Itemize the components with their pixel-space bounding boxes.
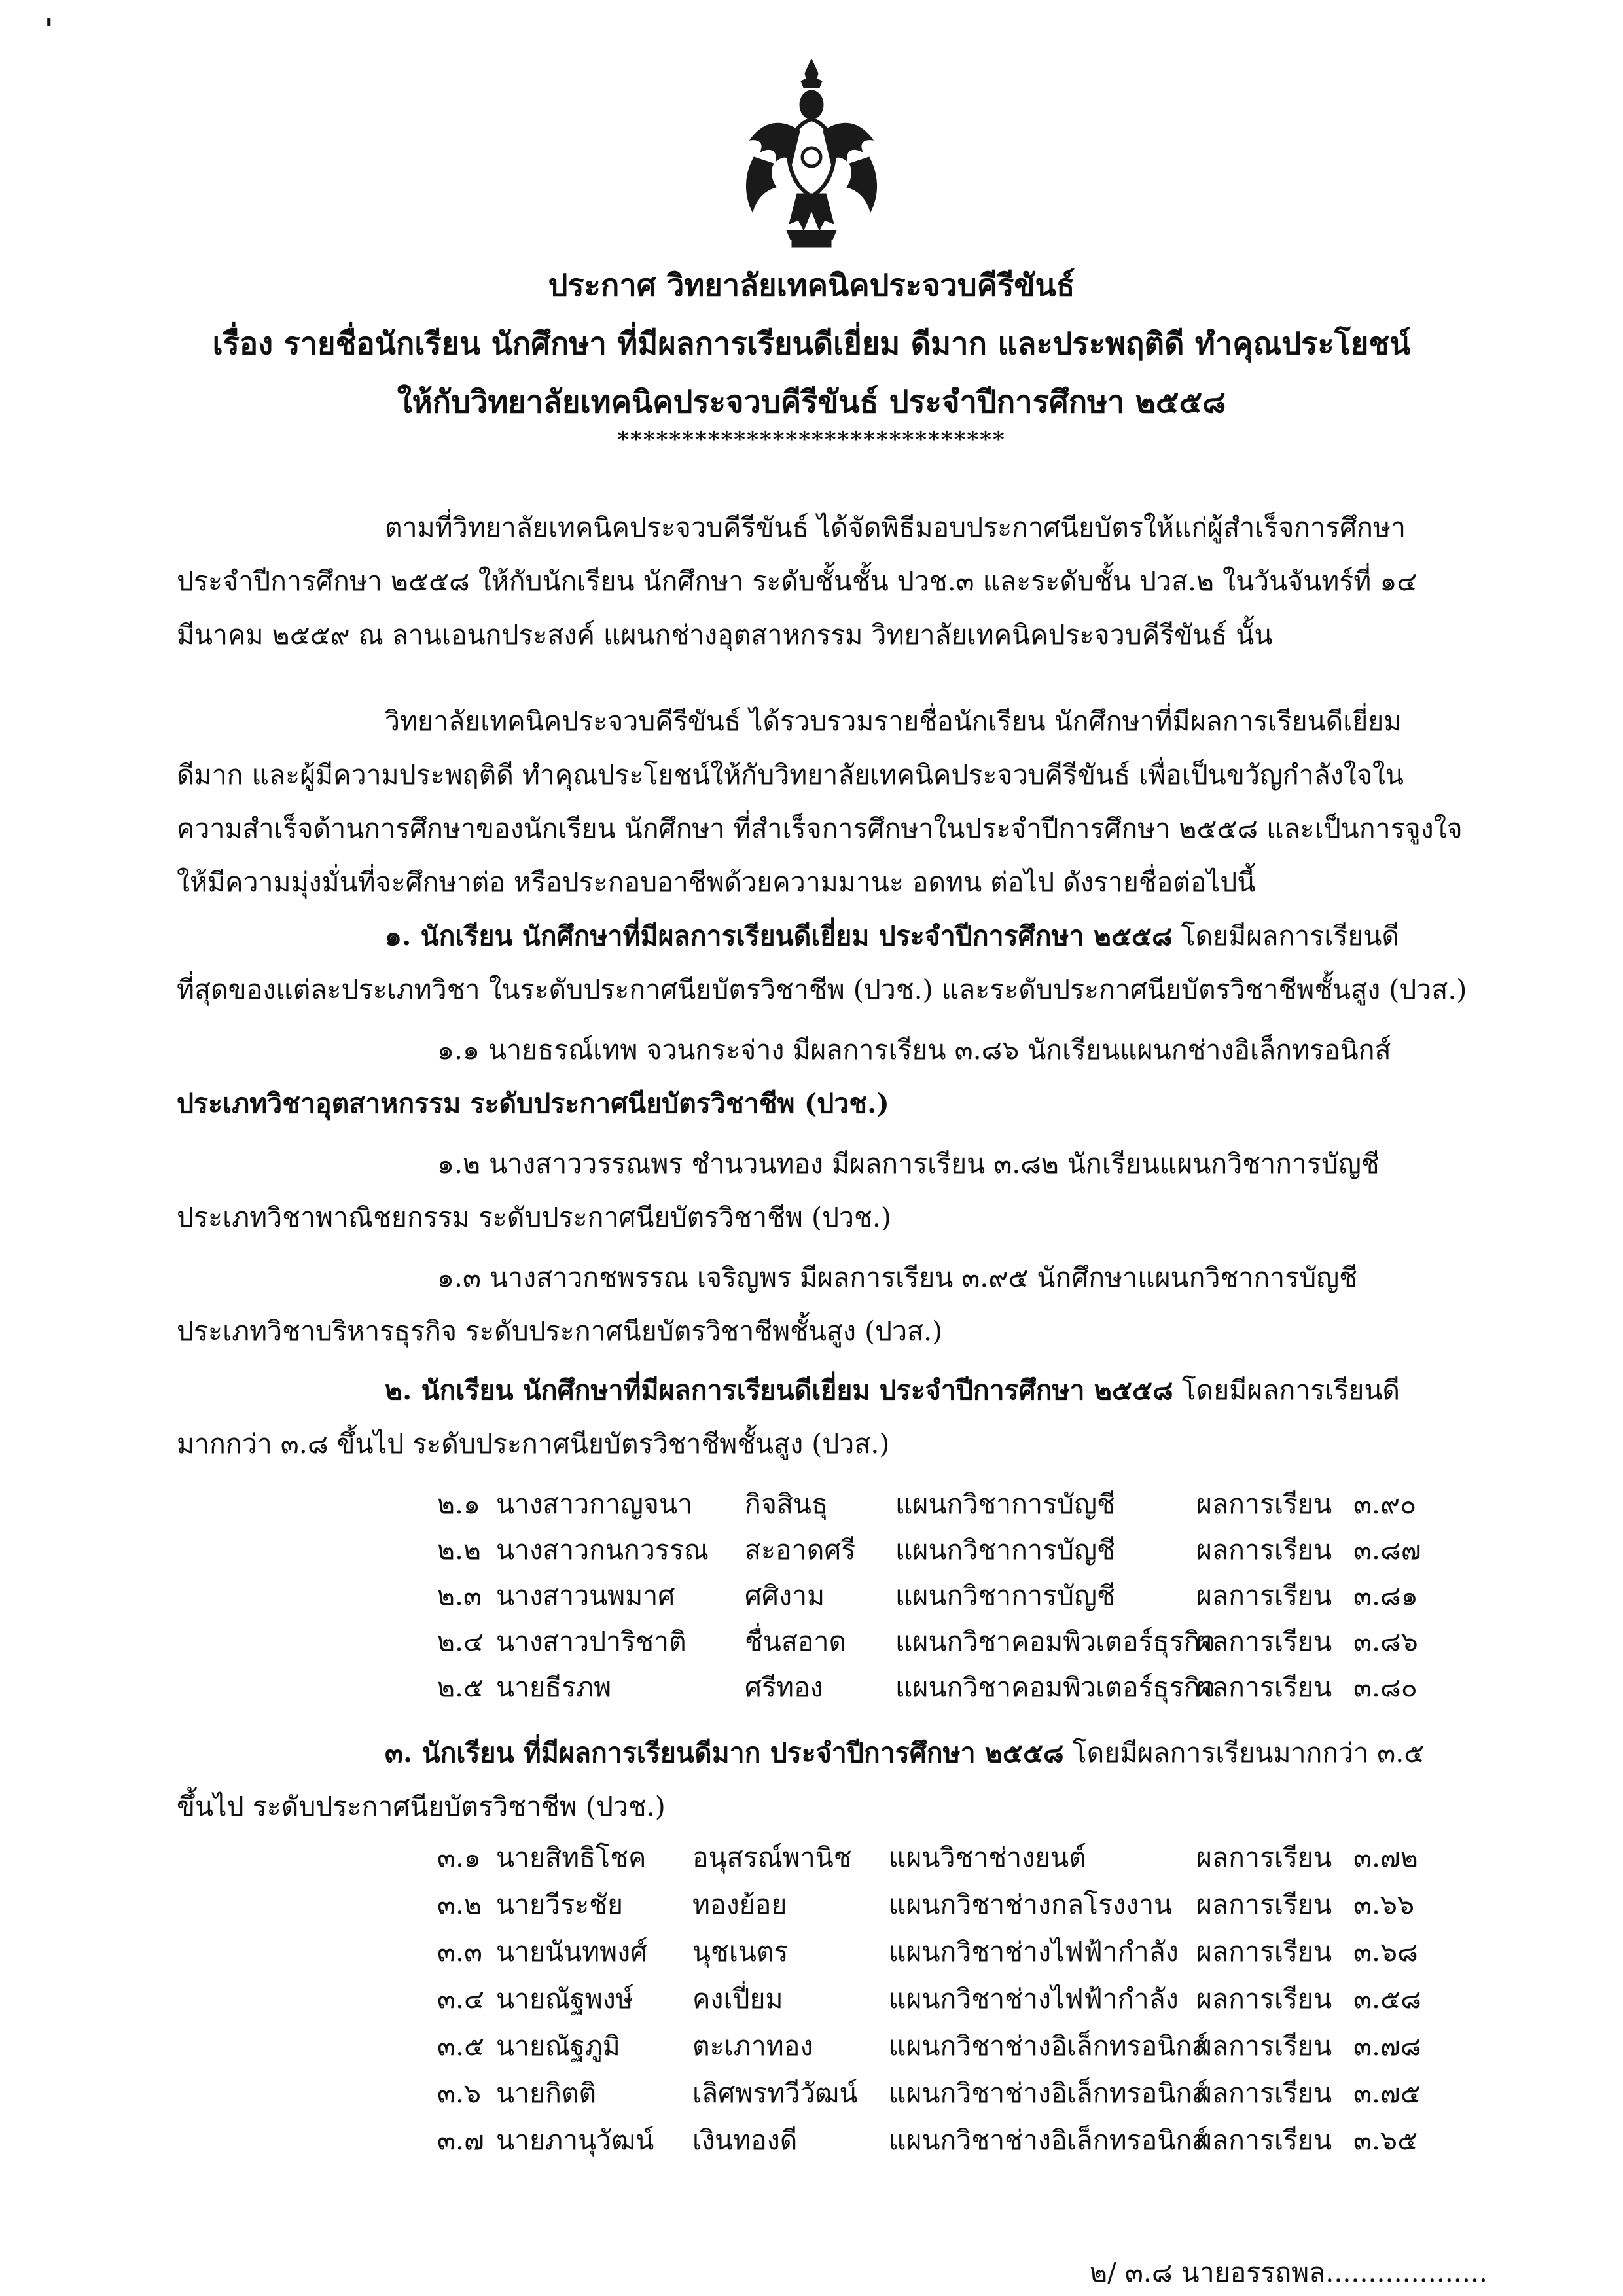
row-name: นางสาวนพมาศ xyxy=(496,1580,675,1611)
row-gpa: ๓.๗๘ xyxy=(1353,2030,1421,2062)
intro-p1-line1: ตามที่วิทยาลัยเทคนิคประจวบคีรีขันธ์ ได้จัดพิธีมอบประกาศนียบัตรให้แก่ผู้สำเร็จการศึกษา xyxy=(385,512,1406,543)
section3-heading-bold: ๓. นักเรียน ที่มีผลการเรียนดีมาก ประจำปีการศึกษา ๒๕๕๘ xyxy=(385,1737,1064,1768)
section1-line2: ที่สุดของแต่ละประเภทวิชา ในระดับประกาศนียบัตรวิชาชีพ (ปวช.) และระดับประกาศนียบัตรวิชาชีพชั้นสูง (ปวส.) xyxy=(177,974,1467,1005)
intro-p2-line2: ดีมาก และผู้มีความประพฤติดี ทำคุณประโยชน์ให้กับวิทยาลัยเทคนิคประจวบคีรีขันธ์ เพื่อเป็นขวัญกำลังใจใน xyxy=(177,759,1404,791)
row-number: ๓.๑ xyxy=(437,1842,482,1873)
row-department: แผนกวิชาช่างกลโรงงาน xyxy=(889,1889,1173,1920)
intro-p1-line2: ประจำปีการศึกษา ๒๕๕๘ ให้กับนักเรียน นักศึกษา ระดับชั้นชั้น ปวช.๓ และระดับชั้น ปวส.๒ ในวันจันทร์ที่ ๑๔ xyxy=(177,565,1418,597)
section2-heading xyxy=(385,1369,1400,1412)
row-name: นายนันทพงศ์ xyxy=(496,1936,648,1967)
section1-item2-line2: ประเภทวิชาพาณิชยกรรม ระดับประกาศนียบัตรวิชาชีพ (ปวช.) xyxy=(177,1202,891,1233)
row-gpa: ๓.๗๒ xyxy=(1353,1842,1418,1873)
row-gpa-label: ผลการเรียน xyxy=(1196,1488,1332,1520)
row-number: ๒.๒ xyxy=(437,1534,482,1566)
row-gpa: ๓.๖๖ xyxy=(1353,1889,1415,1920)
section1-heading-bold: ๑. นักเรียน นักศึกษาที่มีผลการเรียนดีเยี่ยม ประจำปีการศึกษา ๒๕๕๘ xyxy=(385,920,1173,952)
section2-heading-bold: ๒. นักเรียน นักศึกษาที่มีผลการเรียนดีเยี่ยม ประจำปีการศึกษา ๒๕๕๘ xyxy=(385,1374,1173,1406)
row-name: นายวีระชัย xyxy=(496,1889,623,1920)
section3-heading xyxy=(385,1732,1424,1774)
row-number: ๒.๕ xyxy=(437,1672,484,1703)
row-gpa-label: ผลการเรียน xyxy=(1196,1626,1332,1657)
row-number: ๓.๓ xyxy=(437,1936,483,1967)
row-name: นายณัฐพงษ์ xyxy=(496,1983,633,2015)
row-name: นางสาวปาริชาติ xyxy=(496,1626,687,1657)
intro-p1-line3: มีนาคม ๒๕๕๙ ณ ลานเอนกประสงค์ แผนกช่างอุตสาหกรรม วิทยาลัยเทคนิคประจวบคีรีขันธ์ นั้น xyxy=(177,619,1273,651)
row-department: แผนกวิชาการบัญชี xyxy=(895,1580,1115,1611)
intro-p2-line3: ความสำเร็จด้านการศึกษาของนักเรียน นักศึกษา ที่สำเร็จการศึกษาในประจำปีการศึกษา ๒๕๕๘ และเป็นการจูงใจ xyxy=(177,813,1463,844)
row-gpa: ๓.๘๐ xyxy=(1353,1672,1418,1703)
section3-heading-rest: โดยมีผลการเรียนมากกว่า ๓.๕ xyxy=(1063,1737,1425,1768)
row-surname: ตะเภาทอง xyxy=(692,2030,813,2062)
row-surname: ทองย้อย xyxy=(692,1889,787,1920)
row-department: แผนกวิชาการบัญชี xyxy=(895,1534,1115,1566)
section2-heading-rest: โดยมีผลการเรียนดี xyxy=(1173,1374,1400,1406)
row-surname: ศรีทอง xyxy=(745,1672,823,1703)
row-number: ๓.๕ xyxy=(437,2030,485,2062)
row-gpa: ๓.๖๕ xyxy=(1353,2125,1418,2156)
separator: ****************************** xyxy=(617,427,1006,453)
row-name: นางสาวกาญจนา xyxy=(496,1488,692,1520)
row-gpa-label: ผลการเรียน xyxy=(1196,1983,1332,2015)
row-gpa-label: ผลการเรียน xyxy=(1196,1889,1332,1920)
section1-heading-rest: โดยมีผลการเรียนดี xyxy=(1172,920,1400,952)
row-gpa: ๓.๙๐ xyxy=(1353,1488,1417,1520)
row-name: นายธีรภพ xyxy=(496,1672,612,1703)
row-number: ๒.๑ xyxy=(437,1488,481,1520)
row-department: แผนกวิชาช่างอิเล็กทรอนิกส์ xyxy=(889,2125,1209,2156)
row-gpa: ๓.๗๕ xyxy=(1353,2077,1421,2109)
section1-item3-line2: ประเภทวิชาบริหารธุรกิจ ระดับประกาศนียบัตรวิชาชีพชั้นสูง (ปวส.) xyxy=(177,1316,943,1347)
row-gpa-label: ผลการเรียน xyxy=(1196,1672,1332,1703)
row-surname: สะอาดศรี xyxy=(745,1534,856,1566)
section3-line2: ขึ้นไป ระดับประกาศนียบัตรวิชาชีพ (ปวช.) xyxy=(177,1791,666,1822)
row-surname: คงเปี่ยม xyxy=(692,1983,783,2015)
row-gpa: ๓.๖๘ xyxy=(1353,1936,1418,1967)
row-gpa-label: ผลการเรียน xyxy=(1196,1936,1332,1967)
corner-mark: ' xyxy=(45,13,54,46)
row-department: แผนกวิชาคอมพิวเตอร์ธุรกิจ xyxy=(895,1672,1216,1703)
row-number: ๒.๓ xyxy=(437,1580,482,1611)
row-surname: ชื่นสอาด xyxy=(745,1626,847,1657)
announcement-subject-line2: ให้กับวิทยาลัยเทคนิคประจวบคีรีขันธ์ ประจำปีการศึกษา ๒๕๕๘ xyxy=(397,384,1226,420)
section1-item1-line1: ๑.๑ นายธรณ์เทพ จวนกระจ่าง มีผลการเรียน ๓.๘๖ นักเรียนแผนกช่างอิเล็กทรอนิกส์ xyxy=(437,1034,1391,1066)
row-gpa: ๓.๕๘ xyxy=(1353,1983,1421,2015)
announcement-title: ประกาศ วิทยาลัยเทคนิคประจวบคีรีขันธ์ xyxy=(548,268,1075,304)
garuda-emblem-icon xyxy=(741,59,882,249)
row-surname: นุชเนตร xyxy=(692,1936,789,1967)
row-name: นางสาวกนกวรรณ xyxy=(496,1534,709,1566)
page-continuation: ๒/ ๓.๘ นายอรรถพล................... xyxy=(1090,2257,1488,2288)
intro-p2-line1: วิทยาลัยเทคนิคประจวบคีรีขันธ์ ได้รวบรวมรายชื่อนักเรียน นักศึกษาที่มีผลการเรียนดีเยี่ยม xyxy=(385,706,1402,737)
row-surname: ศศิงาม xyxy=(745,1580,825,1611)
row-department: แผนกวิชาช่างอิเล็กทรอนิกส์ xyxy=(889,2077,1209,2109)
row-surname: อนุสรณ์พานิช xyxy=(692,1842,852,1873)
row-surname: เลิศพรทวีวัฒน์ xyxy=(692,2077,858,2109)
row-number: ๒.๔ xyxy=(437,1626,484,1657)
row-department: แผนวิชาช่างยนต์ xyxy=(889,1842,1086,1873)
row-name: นายกิตติ xyxy=(496,2077,597,2109)
row-department: แผนกวิชาการบัญชี xyxy=(895,1488,1115,1520)
row-gpa-label: ผลการเรียน xyxy=(1196,1580,1332,1611)
row-department: แผนกวิชาคอมพิวเตอร์ธุรกิจ xyxy=(895,1626,1216,1657)
row-department: แผนกวิชาช่างอิเล็กทรอนิกส์ xyxy=(889,2030,1209,2062)
row-gpa-label: ผลการเรียน xyxy=(1196,2125,1332,2156)
row-name: นายภานุวัฒน์ xyxy=(496,2125,654,2156)
section1-item1-line2: ประเภทวิชาอุตสาหกรรม ระดับประกาศนียบัตรวิชาชีพ (ปวช.) xyxy=(177,1088,889,1119)
section2-line2: มากกว่า ๓.๘ ขึ้นไป ระดับประกาศนียบัตรวิชาชีพชั้นสูง (ปวส.) xyxy=(177,1428,890,1460)
row-gpa: ๓.๘๖ xyxy=(1353,1626,1418,1657)
section1-heading xyxy=(385,915,1399,958)
row-gpa: ๓.๘๑ xyxy=(1353,1580,1418,1611)
intro-p2-line4: ให้มีความมุ่งมั่นที่จะศึกษาต่อ หรือประกอบอาชีพด้วยความมานะ อดทน ต่อไป ดังรายชื่อต่อไปนี้ xyxy=(177,867,1256,898)
row-number: ๓.๔ xyxy=(437,1983,485,2015)
section1-item3-line1: ๑.๓ นางสาวกชพรรณ เจริญพร มีผลการเรียน ๓.๙๕ นักศึกษาแผนกวิชาการบัญชี xyxy=(437,1262,1358,1293)
row-gpa-label: ผลการเรียน xyxy=(1196,1842,1332,1873)
row-surname: เงินทองดี xyxy=(692,2125,798,2156)
row-surname: กิจสินธุ xyxy=(745,1488,828,1520)
row-gpa-label: ผลการเรียน xyxy=(1196,1534,1332,1566)
row-department: แผนกวิชาช่างไฟฟ้ากำลัง xyxy=(889,1983,1179,2015)
row-name: นายสิทธิโชค xyxy=(496,1842,647,1873)
row-gpa-label: ผลการเรียน xyxy=(1196,2077,1332,2109)
row-name: นายณัฐภูมิ xyxy=(496,2030,620,2062)
row-number: ๓.๗ xyxy=(437,2125,484,2156)
section1-item2-line1: ๑.๒ นางสาววรรณพร ชำนวนทอง มีผลการเรียน ๓.๘๒ นักเรียนแผนกวิชาการบัญชี xyxy=(437,1148,1380,1179)
row-gpa: ๓.๘๗ xyxy=(1353,1534,1421,1566)
row-number: ๓.๖ xyxy=(437,2077,482,2109)
row-gpa-label: ผลการเรียน xyxy=(1196,2030,1332,2062)
row-department: แผนกวิชาช่างไฟฟ้ากำลัง xyxy=(889,1936,1179,1967)
announcement-subject: เรื่อง รายชื่อนักเรียน นักศึกษา ที่มีผลการเรียนดีเยี่ยม ดีมาก และประพฤติดี ทำคุณประโยชน์ xyxy=(212,326,1411,362)
row-number: ๓.๒ xyxy=(437,1889,482,1920)
